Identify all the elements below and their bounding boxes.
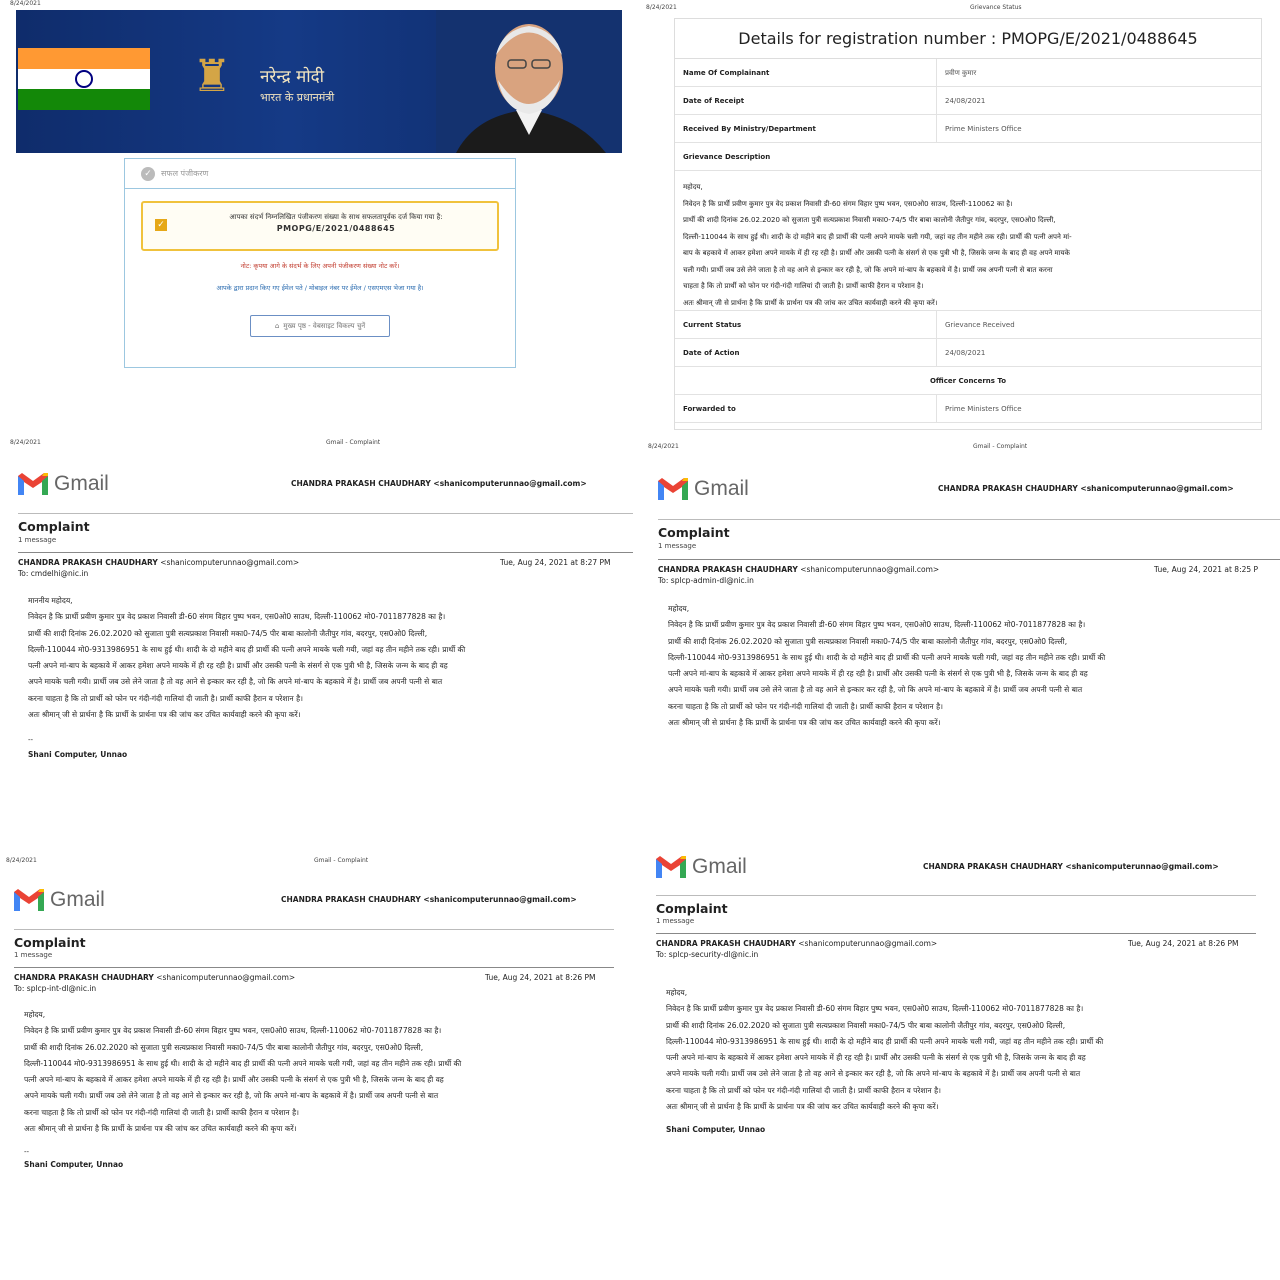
row-label: Received By Ministry/Department [675,115,937,142]
from-email: <shanicomputerunnao@gmail.com> [160,558,300,567]
print-date: 8/24/2021 [648,443,679,450]
from-email: <shanicomputerunnao@gmail.com> [800,565,940,574]
email-subject: Complaint [14,935,86,950]
email-signature: Shani Computer, Unnao [28,750,128,759]
check-circle-icon: ✓ [141,167,155,181]
gmail-complaint-panel [0,430,640,850]
indian-flag-icon [18,48,150,110]
row-value: 24/08/2021 [945,349,986,357]
email-time: Tue, Aug 24, 2021 at 8:26 PM [1128,939,1239,948]
checkbox-icon: ✓ [155,219,167,231]
print-title: Gmail - Complaint [314,857,369,864]
row-label: Date of Receipt [675,87,937,114]
email-signature: Shani Computer, Unnao [24,1160,124,1169]
gmail-logo [18,472,109,496]
gmail-wordmark: Gmail [50,888,105,911]
row-label: Date of Action [675,339,937,366]
email-from [14,973,295,982]
divider [18,513,633,514]
print-date: 8/24/2021 [646,4,677,11]
gmail-logo [14,888,105,912]
row-value: प्रवीण कुमार [945,69,977,77]
email-from [18,558,299,567]
row-label: Current Status [675,311,937,338]
email-body [28,593,628,723]
table-row [675,339,1261,367]
email-subject: Complaint [658,525,730,540]
table-row [675,115,1261,143]
row-value: Prime Ministers Office [945,405,1022,413]
from-email: <shanicomputerunnao@gmail.com> [156,973,296,982]
message-count: 1 message [658,542,697,550]
registration-number: PMOPG/E/2021/0488645 [276,224,396,233]
description-label: Grievance Description [675,143,1261,171]
pmo-acknowledgement-panel [0,0,640,430]
print-date: 8/24/2021 [6,857,37,864]
ack-message [181,211,491,235]
divider [658,519,1280,520]
email-to: To: splcp-security-dl@nic.in [656,950,759,959]
email-body [24,1007,624,1137]
message-count: 1 message [18,536,57,544]
email-text: निवेदन है कि प्रार्थी प्रवीण कुमार पुत्र वेद प्रकाश निवासी डी-60 संगम विहार पुष्प भवन, एस0ओ0 साउथ, दिल्ली-110062 मो0-7011877828 का है। प्रार्थी की शादी दिनांक 26.02.2020 को सुजाता पुत्री सत्यप्रकाश निवासी मका0-74/5 पीर बाबा कालोनी जैतीपुर गांव, बदरपुर, एस0ओ0 दिल्ली, दिल्ली-110044 मो0-9313986951 के साथ हुई थी। शादी के दो महीने बाद ही प्रार्थी की पत्नी अपने मायके चली गयी, जहां वह तीन महीने तक रही। प्रार्थी की पत्नी अपने मां-बाप के बहकावे में आकर हमेशा अपने मायके में ही रह रही है। प्रार्थी और उसकी पत्नी के संसर्ग से एक पुत्री भी है, जिसके जन्म के बाद ही वह अपने मायके चली गयी। प्रार्थी जब उसे लेने जाता है तो वह आने से इन्कार कर रही है, जो कि अपने मां-बाप के बहकावे में है। प्रार्थी जब अपनी पत्नी से बात करना चाहता है कि तो प्रार्थी को फोन पर गंदी-गंदी गालियां दी जाती है। प्रार्थी काफी हैरान व परेशान है। अतः श्रीमान् जी से प्रार्थना है कि प्रार्थी के प्रार्थना पत्र की जांच कर उचित कार्यवाही करने की कृपा करें। [24,1026,462,1134]
email-greeting: महोदय, [668,604,690,613]
email-to: To: splcp-admin-dl@nic.in [658,576,754,585]
email-greeting: माननीय महोदय, [28,596,73,605]
home-button[interactable] [250,315,390,337]
home-icon: ⌂ [274,322,280,330]
from-name: CHANDRA PRAKASH CHAUDHARY [658,565,798,574]
gmail-m-icon [14,889,44,911]
gmail-m-icon [18,473,48,495]
print-title: Gmail - Complaint [326,439,381,446]
pm-portrait-image [436,10,622,153]
gmail-m-icon [658,478,688,500]
table-row [675,311,1261,339]
print-date: 8/24/2021 [10,0,41,7]
email-time: Tue, Aug 24, 2021 at 8:27 PM [500,558,611,567]
divider [14,967,614,968]
details-heading: Details for registration number : PMOPG/E/2021/0488645 [675,19,1261,59]
email-greeting: महोदय, [24,1010,46,1019]
email-from [658,565,939,574]
divider [656,895,1256,896]
officer-concerns-label: Officer Concerns To [675,367,1261,395]
row-label: Forwarded to [675,395,937,422]
account-email: CHANDRA PRAKASH CHAUDHARY <shanicomputerunnao@gmail.com> [281,895,577,904]
email-signature: Shani Computer, Unnao [666,1125,766,1134]
grievance-description: महोदय, निवेदन है कि प्रार्थी प्रवीण कुमार पुत्र वेद प्रकाश निवासी डी-60 संगम विहार पुष्प भवन, एस0ओ0 साउथ, दिल्ली-110062 का है। प्रार्थी की शादी दिनांक 26.02.2020 को सुजाता पुत्री सत्यप्रकाश निवासी मका0-74/5 पीर बाबा कालोनी जैतीपुर गांव, बदरपुर, एस0ओ0 दिल्ली, दिल्ली-110044 के साथ हुई थी। शादी के दो महीने बाद ही प्रार्थी की पत्नी अपने मायके चली गयी, जहां वह तीन महीने तक रही। प्रार्थी की पत्नी अपने मां- बाप के बहकावे में आकर हमेशा अपने मायके में ही रह रही है। प्रार्थी और उसकी पत्नी के संसर्ग से एक पुत्री भी है, जिसके जन्म के बाद ही वह अपने मायके चली गयी। प्रार्थी जब उसे लेने जाता है तो वह आने से इन्कार कर रही है, जो कि अपने मां-बाप के बहकावे में है। प्रार्थी जब अपनी पत्नी से बात करना चाहता है कि तो प्रार्थी को फोन पर गंदी-गंदी गालियां दी जाती है। प्रार्थी काफी हैरान व परेशान है। अतः श्रीमान् जी से प्रार्थना है कि प्रार्थी के प्रार्थना पत्र की जांच कर उचित कार्यवाही करने की कृपा करें। [675,171,1261,311]
account-email: CHANDRA PRAKASH CHAUDHARY <shanicomputerunnao@gmail.com> [938,484,1234,493]
ack-message-text: आपका संदर्भ निम्नलिखित पंजीकरण संख्या के साथ सफलतापूर्वक दर्ज किया गया है: [229,213,443,221]
from-name: CHANDRA PRAKASH CHAUDHARY [14,973,154,982]
print-title: Gmail - Complaint [973,443,1028,450]
print-title: Grievance Status [970,4,1022,11]
gmail-complaint-panel [640,850,1280,1280]
registration-success-box [141,201,499,251]
email-time: Tue, Aug 24, 2021 at 8:26 PM [485,973,596,982]
divider [656,933,1256,934]
email-text: निवेदन है कि प्रार्थी प्रवीण कुमार पुत्र वेद प्रकाश निवासी डी-60 संगम विहार पुष्प भवन, एस0ओ0 साउथ, दिल्ली-110062 मो0-7011877828 का है। प्रार्थी की शादी दिनांक 26.02.2020 को सुजाता पुत्री सत्यप्रकाश निवासी मका0-74/5 पीर बाबा कालोनी जैतीपुर गांव, बदरपुर, एस0ओ0 दिल्ली, दिल्ली-110044 मो0-9313986951 के साथ हुई थी। शादी के दो महीने बाद ही प्रार्थी की पत्नी अपने मायके चली गयी, जहां वह तीन महीने तक रही। प्रार्थी की पत्नी अपने मां-बाप के बहकावे में आकर हमेशा अपने मायके में ही रह रही है। प्रार्थी और उसकी पत्नी के संसर्ग से एक पुत्री भी है, जिसके जन्म के बाद ही वह अपने मायके चली गयी। प्रार्थी जब उसे लेने जाता है तो वह आने से इन्कार कर रही है, जो कि अपने मां-बाप के बहकावे में है। प्रार्थी जब अपनी पत्नी से बात करना चाहता है कि तो प्रार्थी को फोन पर गंदी-गंदी गालियां दी जाती है। प्रार्थी काफी हैरान व परेशान है। अतः श्रीमान् जी से प्रार्थना है कि प्रार्थी के प्रार्थना पत्र की जांच कर उचित कार्यवाही करने की कृपा करें। [666,1004,1104,1112]
national-emblem-icon: ♜ [192,51,232,102]
row-value: Prime Ministers Office [945,125,1022,133]
email-body [668,601,1274,731]
email-to: To: splcp-int-dl@nic.in [14,984,97,993]
table-row [675,395,1261,423]
email-subject: Complaint [656,901,728,916]
home-button-label: मुख्य पृष्ठ - वेबसाइट विकल्प चुनें [283,321,366,330]
divider [14,929,614,930]
email-subject: Complaint [18,519,90,534]
row-value: 24/08/2021 [945,97,986,105]
gmail-logo [656,855,747,879]
row-label: Name Of Complainant [675,59,937,86]
from-name: CHANDRA PRAKASH CHAUDHARY [656,939,796,948]
divider [18,552,633,553]
email-text: निवेदन है कि प्रार्थी प्रवीण कुमार पुत्र वेद प्रकाश निवासी डी-60 संगम विहार पुष्प भवन, एस0ओ0 साउथ, दिल्ली-110062 मो0-7011877828 का है। प्रार्थी की शादी दिनांक 26.02.2020 को सुजाता पुत्री सत्यप्रकाश निवासी मका0-74/5 पीर बाबा कालोनी जैतीपुर गांव, बदरपुर, एस0ओ0 दिल्ली, दिल्ली-110044 मो0-9313986951 के साथ हुई थी। शादी के दो महीने बाद ही प्रार्थी की पत्नी अपने मायके चली गयी, जहां वह तीन महीने तक रही। प्रार्थी की पत्नी अपने मां-बाप के बहकावे में आकर हमेशा अपने मायके में ही रह रही है। प्रार्थी और उसकी पत्नी के संसर्ग से एक पुत्री भी है, जिसके जन्म के बाद ही वह अपने मायके चली गयी। प्रार्थी जब उसे लेने जाता है तो वह आने से इन्कार कर रही है, जो कि अपने मां-बाप के बहकावे में है। प्रार्थी जब अपनी पत्नी से बात करना चाहता है कि तो प्रार्थी को फोन पर गंदी-गंदी गालियां दी जाती है। प्रार्थी काफी हैरान व परेशान है। अतः श्रीमान् जी से प्रार्थना है कि प्रार्थी के प्रार्थना पत्र की जांच कर उचित कार्यवाही करने की कृपा करें। [668,620,1106,728]
table-row [675,87,1261,115]
gmail-complaint-panel [0,850,640,1280]
pm-name: नरेन्द्र मोदी [260,67,325,87]
row-value: Grievance Received [945,321,1015,329]
divider [658,559,1280,560]
pm-title: भारत के प्रधानमंत्री [260,91,335,104]
gmail-logo [658,477,749,501]
message-count: 1 message [14,951,53,959]
email-body [666,985,1266,1115]
ack-info-text: आपके द्वारा प्रदान किए गए ईमेल पते / मोबाइल नंबर पर ईमेल / एसएमएस भेजा गया है। [216,284,424,292]
account-email: CHANDRA PRAKASH CHAUDHARY <shanicomputerunnao@gmail.com> [291,479,587,488]
gmail-wordmark: Gmail [54,472,109,495]
email-time: Tue, Aug 24, 2021 at 8:25 P [1154,565,1259,574]
ack-header-label: सफल पंजीकरण [161,169,209,178]
grievance-status-panel [640,0,1280,430]
email-from [656,939,937,948]
gmail-complaint-panel [640,430,1280,850]
from-name: CHANDRA PRAKASH CHAUDHARY [18,558,158,567]
grievance-details-table [674,18,1262,430]
pmo-banner [16,10,622,153]
gmail-wordmark: Gmail [694,477,749,500]
table-row [675,59,1261,87]
account-email: CHANDRA PRAKASH CHAUDHARY <shanicomputerunnao@gmail.com> [923,862,1219,871]
print-date: 8/24/2021 [10,439,41,446]
email-greeting: महोदय, [666,988,688,997]
email-text: निवेदन है कि प्रार्थी प्रवीण कुमार पुत्र वेद प्रकाश निवासी डी-60 संगम विहार पुष्प भवन, एस0ओ0 साउथ, दिल्ली-110062 मो0-7011877828 का है। प्रार्थी की शादी दिनांक 26.02.2020 को सुजाता पुत्री सत्यप्रकाश निवासी मका0-74/5 पीर बाबा कालोनी जैतीपुर गांव, बदरपुर, एस0ओ0 दिल्ली, दिल्ली-110044 मो0-9313986951 के साथ हुई थी। शादी के दो महीने बाद ही प्रार्थी की पत्नी अपने मायके चली गयी, जहां वह तीन महीने तक रही। प्रार्थी की पत्नी अपने मां-बाप के बहकावे में आकर हमेशा अपने मायके में ही रह रही है। प्रार्थी और उसकी पत्नी के संसर्ग से एक पुत्री भी है, जिसके जन्म के बाद ही वह अपने मायके चली गयी। प्रार्थी जब उसे लेने जाता है तो वह आने से इन्कार कर रही है, जो कि अपने मां-बाप के बहकावे में है। प्रार्थी जब अपनी पत्नी से बात करना चाहता है कि तो प्रार्थी को फोन पर गंदी-गंदी गालियां दी जाती है। प्रार्थी काफी हैरान व परेशान है। अतः श्रीमान् जी से प्रार्थना है कि प्रार्थी के प्रार्थना पत्र की जांच कर उचित कार्यवाही करने की कृपा करें। [28,612,466,720]
gmail-wordmark: Gmail [692,855,747,878]
signature-separator: -- [24,1148,30,1156]
message-count: 1 message [656,917,695,925]
ack-header [125,159,515,189]
ack-note: नोट: कृपया आगे के संदर्भ के लिए अपनी पंजीकरण संख्या नोट करें। [240,262,400,270]
acknowledgement-card [124,158,516,368]
signature-separator: -- [28,736,34,744]
email-to: To: cmdelhi@nic.in [18,569,89,578]
gmail-m-icon [656,856,686,878]
from-email: <shanicomputerunnao@gmail.com> [798,939,938,948]
